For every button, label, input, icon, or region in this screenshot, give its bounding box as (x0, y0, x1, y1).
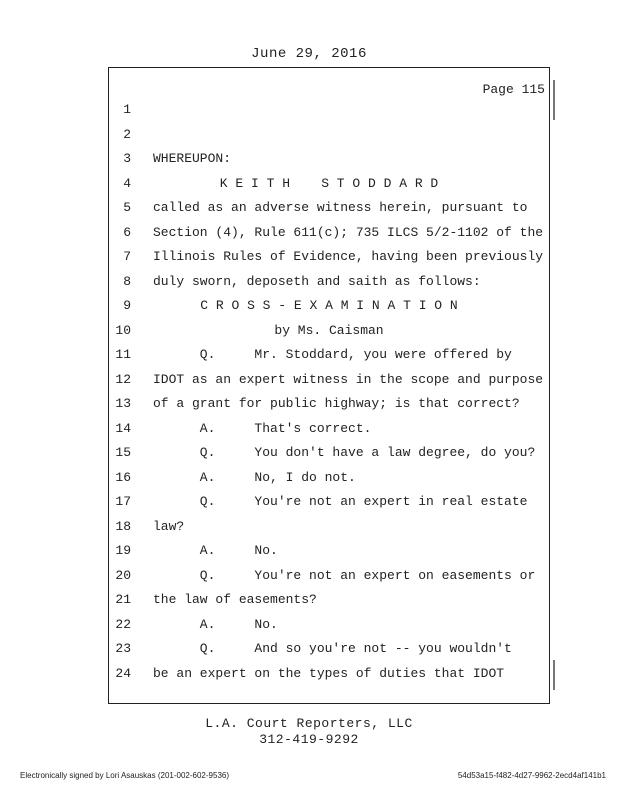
transcript-line (109, 468, 549, 488)
margin-mark (553, 80, 555, 120)
line-number: 4 (123, 175, 131, 191)
line-number: 15 (115, 445, 131, 460)
transcript-line (109, 664, 549, 684)
line-number: 13 (115, 396, 131, 411)
line-text: A. No. (153, 616, 278, 632)
line-number: 2 (123, 126, 131, 142)
transcript-line (109, 541, 549, 561)
line-text: of a grant for public highway; is that correct? (153, 396, 520, 411)
line-number: 24 (115, 665, 131, 681)
court-reporter-phone: 312-419-9292 (259, 732, 359, 747)
line-number: 12 (115, 371, 131, 387)
transcript-line (109, 223, 549, 243)
transcript-line (109, 492, 549, 512)
line-text: A. That's correct. (153, 420, 372, 436)
line-text: Illinois Rules of Evidence, having been previously (153, 249, 544, 264)
line-number: 14 (115, 420, 131, 436)
line-text: A. No, I do not. (153, 469, 356, 485)
transcript-line (109, 272, 549, 292)
transcript-line (109, 296, 549, 316)
document-id: 54d53a15-f482-4d27-9962-2ecd4af141b1 (457, 771, 606, 780)
line-text: Q. You're not an expert in real estate (153, 494, 528, 509)
line-text: called as an adverse witness herein, pursuant to (153, 200, 528, 215)
line-number: 10 (115, 322, 131, 338)
line-number: 8 (123, 273, 131, 289)
line-text: A. No. (153, 543, 278, 558)
line-number: 20 (115, 567, 131, 583)
line-text: K E I T H S T O D D A R D (219, 175, 439, 191)
date-header: June 29, 2016 (251, 46, 367, 62)
transcript-frame (108, 67, 550, 704)
line-number: 1 (123, 102, 131, 117)
line-number: 22 (115, 616, 131, 632)
line-text: Q. You don't have a law degree, do you? (153, 445, 536, 460)
line-number: 5 (123, 200, 131, 215)
transcript-line (109, 615, 549, 635)
line-number: 6 (123, 224, 131, 240)
transcript-line (109, 100, 549, 120)
transcript-line (109, 639, 549, 659)
line-number: 18 (115, 518, 131, 534)
transcript-line (109, 517, 549, 537)
line-number: 19 (115, 543, 131, 558)
line-text: Q. You're not an expert on easements or (153, 567, 536, 583)
transcript-line (109, 247, 549, 267)
court-reporter-name: L.A. Court Reporters, LLC (205, 716, 413, 731)
line-number: 3 (123, 151, 131, 166)
line-text: IDOT as an expert witness in the scope and purpose (153, 371, 544, 387)
transcript-line (109, 419, 549, 439)
transcript-line (109, 443, 549, 463)
transcript-line (109, 394, 549, 414)
transcript-line (109, 566, 549, 586)
page-number: Page 115 (482, 82, 545, 97)
electronic-signature: Electronically signed by Lori Asauskas (201-002-602-9536) (20, 771, 230, 780)
line-text: the law of easements? (153, 592, 317, 607)
margin-mark (553, 660, 555, 690)
line-number: 23 (115, 641, 131, 656)
line-number: 17 (115, 494, 131, 509)
transcript-line (109, 149, 549, 169)
line-text: duly sworn, deposeth and saith as follows: (153, 273, 481, 289)
line-text: WHEREUPON: (153, 151, 232, 166)
line-text: Q. And so you're not -- you wouldn't (153, 641, 512, 656)
transcript-line (109, 198, 549, 218)
line-text: Section (4), Rule 611(c); 735 ILCS 5/2-1102 of the (153, 224, 544, 240)
transcript-line (109, 125, 549, 145)
line-number: 11 (115, 347, 131, 362)
line-text: Q. Mr. Stoddard, you were offered by (153, 347, 512, 362)
line-text: law? (153, 518, 185, 534)
line-text: C R O S S - E X A M I N A T I O N (200, 298, 458, 313)
line-number: 7 (123, 249, 131, 264)
transcript-line (109, 370, 549, 390)
line-text: by Ms. Caisman (274, 322, 384, 338)
transcript-line (109, 174, 549, 194)
transcript-line (109, 321, 549, 341)
line-text: be an expert on the types of duties that IDOT (153, 665, 505, 681)
transcript-line (109, 590, 549, 610)
line-number: 21 (115, 592, 131, 607)
line-number: 16 (115, 469, 131, 485)
line-number: 9 (123, 298, 131, 313)
transcript-line (109, 345, 549, 365)
